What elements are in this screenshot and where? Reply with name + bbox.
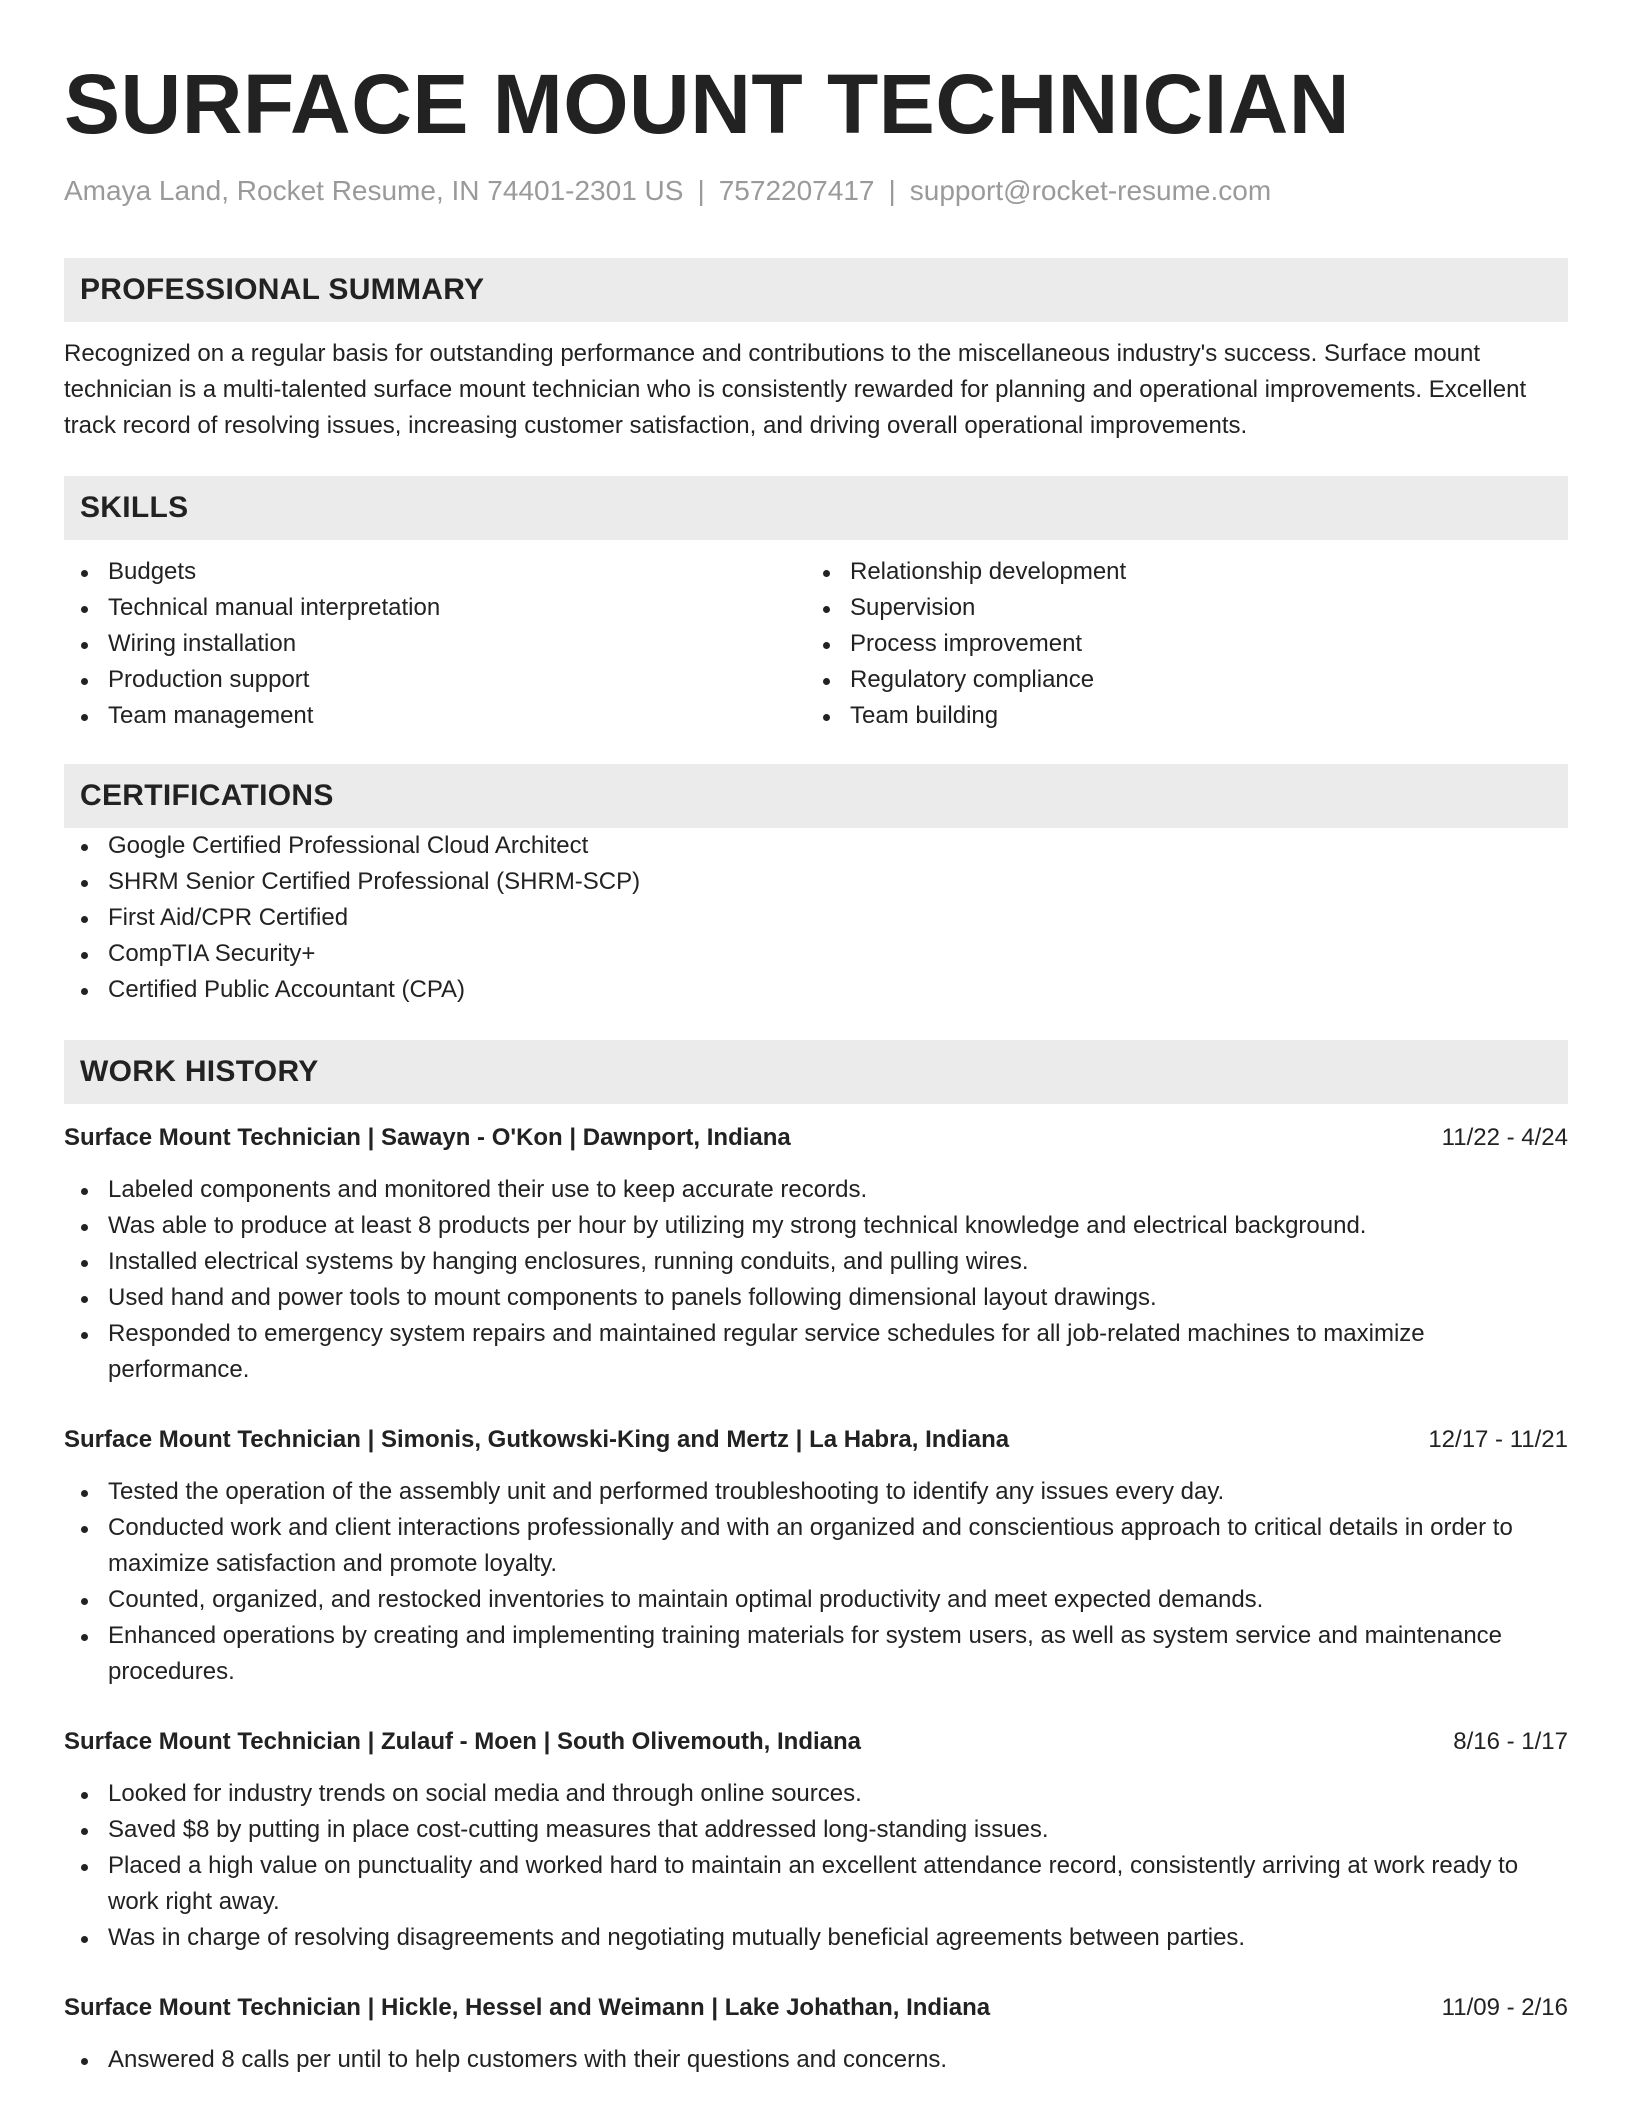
job-header — [64, 1422, 1568, 1458]
skill-item: Production support — [64, 662, 806, 698]
job-bullets — [64, 2042, 1568, 2078]
skill-item: Supervision — [806, 590, 1548, 626]
contact-separator: | — [888, 175, 896, 206]
certification-item: CompTIA Security+ — [64, 936, 1568, 972]
job-entry — [64, 1724, 1568, 1956]
skills-column-left — [64, 554, 806, 734]
job-bullet: Was in charge of resolving disagreements and negotiating mutually beneficial agreements between parties. — [64, 1920, 1568, 1956]
certification-item: First Aid/CPR Certified — [64, 900, 1568, 936]
job-bullets — [64, 1776, 1568, 1956]
job-title: Surface Mount Technician | Zulauf - Moen | South Olivemouth, Indiana — [64, 1728, 862, 1755]
contact-line — [64, 174, 1568, 208]
skill-item: Wiring installation — [64, 626, 806, 662]
job-bullet: Used hand and power tools to mount components to panels following dimensional layout drawings. — [64, 1280, 1568, 1316]
job-bullet: Conducted work and client interactions professionally and with an organized and conscientious approach to critical details in order to maximize satisfaction and promote loyalty. — [64, 1510, 1568, 1582]
certification-item: Google Certified Professional Cloud Architect — [64, 828, 1568, 864]
job-entry — [64, 1990, 1568, 2078]
job-bullet: Placed a high value on punctuality and worked hard to maintain an excellent attendance record, consistently arriving at work ready to work right away. — [64, 1848, 1568, 1920]
job-bullet: Labeled components and monitored their use to keep accurate records. — [64, 1172, 1568, 1208]
certification-item: Certified Public Accountant (CPA) — [64, 972, 1568, 1008]
section-heading-skills: SKILLS — [64, 476, 1568, 540]
summary-text: Recognized on a regular basis for outstanding performance and contributions to the miscellaneous industry's success. Surface mount technician is a multi-talented surface mount technician who is consistently rewarded for planning and operational improvements. Excellent track record of resolving issues, increasing customer satisfaction, and driving overall operational improvements. — [64, 340, 1527, 439]
contact-email: support@rocket-resume.com — [909, 175, 1272, 206]
contact-phone: 7572207417 — [718, 175, 875, 206]
resume-page — [64, 0, 1568, 2078]
job-header — [64, 1724, 1568, 1760]
certification-item: SHRM Senior Certified Professional (SHRM-SCP) — [64, 864, 1568, 900]
job-bullet: Answered 8 calls per until to help customers with their questions and concerns. — [64, 2042, 1568, 2078]
job-entry — [64, 1422, 1568, 1690]
resume-title: SURFACE MOUNT TECHNICIAN — [64, 57, 1350, 151]
skill-item: Regulatory compliance — [806, 662, 1548, 698]
contact-address: Amaya Land, Rocket Resume, IN 74401-2301 US — [64, 175, 684, 206]
job-bullets — [64, 1172, 1568, 1388]
job-bullet: Installed electrical systems by hanging enclosures, running conduits, and pulling wires. — [64, 1244, 1568, 1280]
job-entry — [64, 1120, 1568, 1388]
job-header — [64, 1120, 1568, 1156]
section-heading-work-history: WORK HISTORY — [64, 1040, 1568, 1104]
skills-grid — [64, 554, 1568, 734]
job-dates: 11/22 - 4/24 — [1441, 1124, 1568, 1151]
skill-item: Process improvement — [806, 626, 1548, 662]
job-dates: 12/17 - 11/21 — [1428, 1426, 1568, 1453]
job-header — [64, 1990, 1568, 2026]
job-bullet: Responded to emergency system repairs and maintained regular service schedules for all job-related machines to maximize performance. — [64, 1316, 1568, 1388]
skills-column-right — [806, 554, 1548, 734]
skill-item: Budgets — [64, 554, 806, 590]
job-title: Surface Mount Technician | Sawayn - O'Kon | Dawnport, Indiana — [64, 1124, 791, 1151]
contact-separator: | — [697, 175, 705, 206]
job-title: Surface Mount Technician | Hickle, Hessel and Weimann | Lake Johathan, Indiana — [64, 1994, 991, 2021]
certifications-list — [64, 828, 1568, 1008]
skill-item: Relationship development — [806, 554, 1548, 590]
job-bullet: Was able to produce at least 8 products per hour by utilizing my strong technical knowledge and electrical background. — [64, 1208, 1568, 1244]
job-bullet: Enhanced operations by creating and implementing training materials for system users, as well as system service and maintenance procedures. — [64, 1618, 1568, 1690]
job-bullet: Tested the operation of the assembly unit and performed troubleshooting to identify any issues every day. — [64, 1474, 1568, 1510]
job-bullet: Looked for industry trends on social media and through online sources. — [64, 1776, 1568, 1812]
skill-item: Team management — [64, 698, 806, 734]
skill-item: Technical manual interpretation — [64, 590, 806, 626]
skills-list-right — [806, 554, 1548, 734]
section-heading-summary: PROFESSIONAL SUMMARY — [64, 258, 1568, 322]
job-dates: 8/16 - 1/17 — [1453, 1728, 1568, 1755]
job-bullet: Saved $8 by putting in place cost-cutting measures that addressed long-standing issues. — [64, 1812, 1568, 1848]
job-dates: 11/09 - 2/16 — [1441, 1994, 1568, 2021]
section-heading-certifications: CERTIFICATIONS — [64, 764, 1568, 828]
job-bullet: Counted, organized, and restocked inventories to maintain optimal productivity and meet expected demands. — [64, 1582, 1568, 1618]
job-title: Surface Mount Technician | Simonis, Gutkowski-King and Mertz | La Habra, Indiana — [64, 1426, 1010, 1453]
skill-item: Team building — [806, 698, 1548, 734]
job-bullets — [64, 1474, 1568, 1690]
skills-list-left — [64, 554, 806, 734]
